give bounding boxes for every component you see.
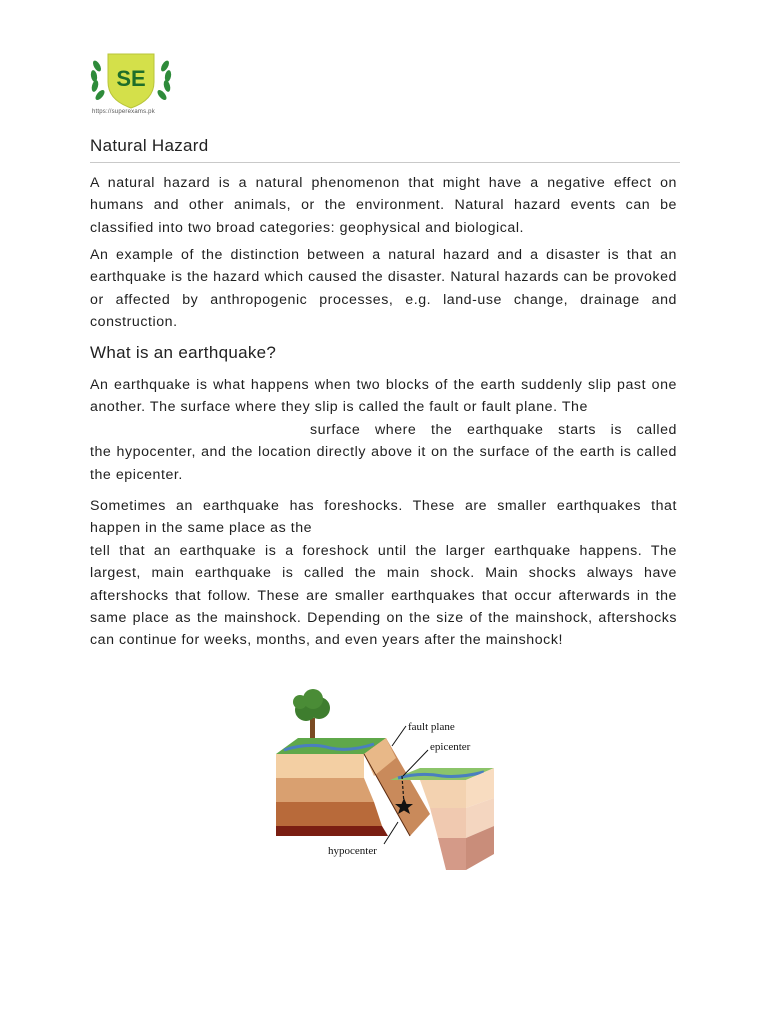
paragraph-line: tell that an earthquake is a foreshock until the larger earthquake happens. The largest, main earthquake is called the main shock. Main shocks always have aftershocks that follow. These are smaller earthquakes that occur afterwards in the same place as the mainshock. Depending on the size of the mainshock, aftershocks can continue for weeks, months, and even years after the mainshock! bbox=[90, 542, 677, 649]
paragraph-line: surface where the earthquake starts is called bbox=[310, 421, 677, 438]
paragraph-line: Sometimes an earthquake has foreshocks. These are smaller earthquakes that happen in the same place as the bbox=[90, 498, 677, 537]
logo bbox=[88, 48, 174, 118]
paragraph-foreshocks bbox=[90, 495, 677, 652]
label-hypocenter: hypocenter bbox=[328, 845, 377, 857]
paragraph-natural-hazard-definition: A natural hazard is a natural phenomenon that might have a negative effect on humans and other animals, or the environment. Natural hazard events can be classified into two broad categories: geophysical and biological. bbox=[90, 175, 677, 236]
paragraph-hazard-vs-disaster: An example of the distinction between a natural hazard and a disaster is that an earthquake is the hazard which caused the disaster. Natural hazards can be provoked or affected by anthropogenic processes, e.g. land-use change, drainage and construction. bbox=[90, 247, 677, 331]
tree-icon bbox=[293, 689, 330, 740]
paragraph-earthquake-definition bbox=[90, 374, 677, 486]
logo-text: SE bbox=[116, 66, 146, 91]
section-heading-earthquake: What is an earthquake? bbox=[90, 343, 277, 362]
logo-emblem-icon bbox=[88, 48, 174, 112]
section-heading-natural-hazard: Natural Hazard bbox=[90, 136, 209, 155]
logo-url: https://superexams.pk bbox=[92, 109, 155, 115]
label-epicenter: epicenter bbox=[430, 741, 471, 753]
earthquake-fault-diagram bbox=[270, 686, 500, 872]
paragraph-line: An earthquake is what happens when two blocks of the earth suddenly slip past one another. The surface where they slip is called the fault or fault plane. The bbox=[90, 377, 677, 416]
heading-divider bbox=[90, 162, 680, 163]
label-fault-plane: fault plane bbox=[408, 721, 455, 733]
paragraph-line: the hypocenter, and the location directly above it on the surface of the earth is called the epicenter. bbox=[90, 444, 677, 483]
